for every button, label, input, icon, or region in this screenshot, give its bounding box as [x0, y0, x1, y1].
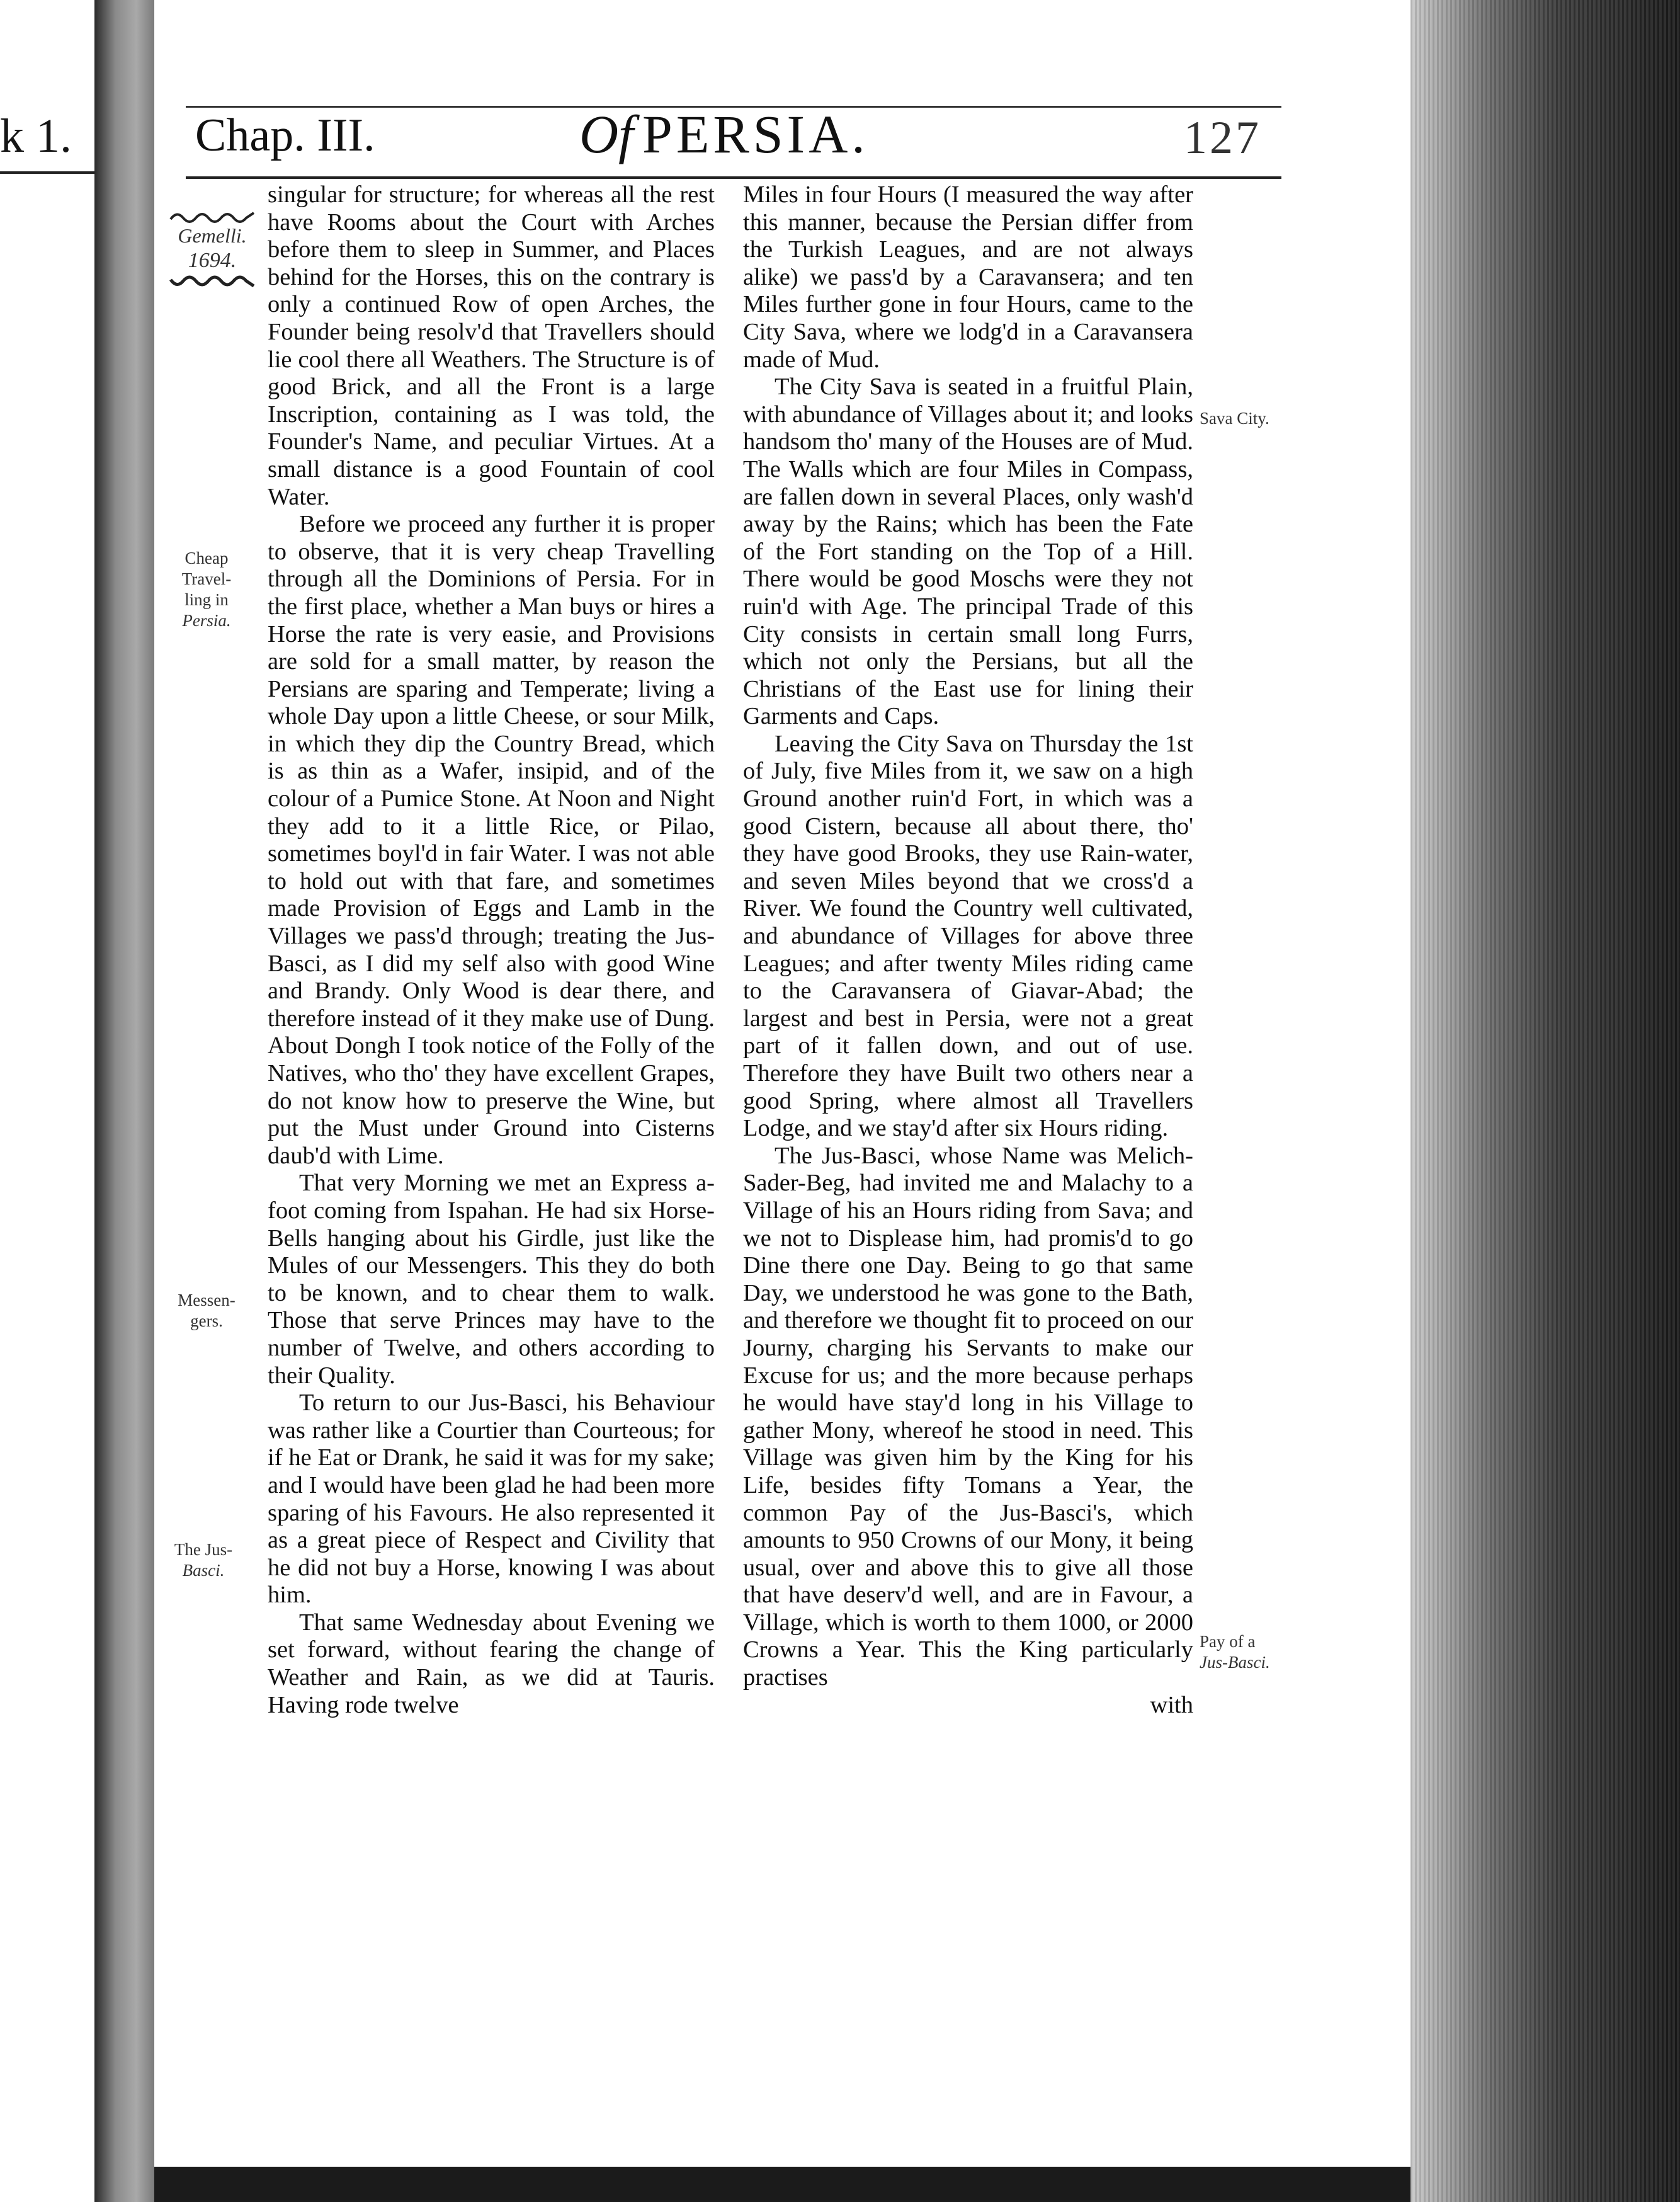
title-main: PERSIA.	[642, 104, 869, 164]
book-gutter-shadow	[94, 0, 154, 2202]
margin-note-line: gers.	[190, 1311, 223, 1330]
flourish-ornament-top	[168, 209, 256, 223]
paragraph: singular for structure; for whereas all the rest have Rooms about the Court with Arches before them to sleep in Summer, and Places behind for the Horses, this on the contrary is only a continued Row of open Arches, the Founder being resolv'd that Travellers should lie cool there all Weathers. The Structure is of good Brick, and all the Front is a large Inscription, containing as I was told, the Founder's Name, and peculiar Virtues. At a small distance is a good Fountain of cool Water.	[268, 181, 715, 510]
paragraph: The City Sava is seated in a fruitful Plain, with abundance of Villages about it; and looks handsom tho' many of the Houses are of Mud. The Walls which are four Miles in Compass, are fallen down in several Places, only wash'd away by the Rains; which has been the Fate of the Fort standing on the Top of a Hill. There would be good Moschs were they not ruin'd with Age. The principal Trade of this City consists in certain small long Furrs, which not only the Persians, but all the Christians of the East use for lining their Garments and Caps.	[743, 374, 1193, 730]
previous-page-rule	[0, 171, 94, 174]
previous-page-edge	[0, 0, 94, 2202]
margin-note-line: Jus-Basci.	[1200, 1653, 1270, 1672]
margin-note-gemelli-year: 1694.	[188, 249, 237, 272]
paragraph: Before we proceed any further it is proper to observe, that it is very cheap Travelling through all the Dominions of Persia. For in the first place, whether a Man buys or hires a Horse the rate is very easie, and Provisions are sold for a small matter, by reason the Persians are sparing and Temperate; living a whole Day upon a little Cheese, or sour Milk, in which they dip the Country Bread, which is as thin as a Wafer, insipid, and of the colour of a Pumice Stone. At Noon and Night they add to it a little Rice, or Pilao, sometimes boyl'd in fair Water. I was not able to hold out with that fare, and sometimes made Provision of Eggs and Lamb in the Villages we pass'd through; treating the Jus-Basci, as I did my self also with good Wine and Brandy. Only Wood is dear there, and therefore instead of it they make use of Dung. About Dongh I took notice of the Folly of the Natives, who tho' they have excellent Grapes, do not know how to preserve the Wine, but put the Must under Ground into Cisterns daub'd with Lime.	[268, 511, 715, 1169]
chapter-heading: Chap. III.	[195, 110, 375, 161]
flourish-ornament-bottom	[168, 273, 256, 290]
margin-note-line: The Jus-	[174, 1540, 233, 1559]
margin-note-line: Cheap	[184, 549, 229, 568]
margin-note-messengers	[169, 1290, 244, 1332]
right-text-column	[743, 181, 1193, 1719]
margin-note-jus-basci	[162, 1539, 244, 1581]
header-rule-bottom	[186, 176, 1281, 179]
paragraph: That very Morning we met an Express a-foot coming from Ispahan. He had six Horse-Bells hanging about his Girdle, just like the Mules of our Messengers. This they do both to be known, and to chear them to walk. Those that serve Princes may have to the number of Twelve, and others according to their Quality.	[268, 1170, 715, 1389]
margin-note-line: ling in	[184, 590, 229, 609]
paragraph: To return to our Jus-Basci, his Behaviour was rather like a Courtier than Courteous; for if he Eat or Drank, he said it was for my sake; and I would have been glad he had been more sparing of his Favours. He also represented it as a great piece of Respect and Civility that he did not buy a Horse, knowing I was about him.	[268, 1389, 715, 1609]
margin-note-line: Basci.	[182, 1561, 225, 1580]
title-of: Of	[579, 104, 633, 164]
previous-page-header-fragment: k 1.	[0, 110, 72, 163]
page-title	[579, 104, 869, 164]
paragraph: That same Wednesday about Evening we set forward, without fearing the change of Weather and Rain, as we did at Tauris. Having rode twelve	[268, 1609, 715, 1718]
margin-note-cheap-travelling	[169, 548, 244, 631]
scan-bottom-border	[154, 2167, 1410, 2202]
margin-note-line: Travel-	[181, 569, 232, 588]
page-number: 127	[1184, 112, 1261, 164]
paragraph: Miles in four Hours (I measured the way after this manner, because the Persian differ from the Turkish Leagues, and are not always alike) we pass'd by a Caravansera; and ten Miles further gone in four Hours, came to the City Sava, where we lodg'd in a Caravansera made of Mud.	[743, 181, 1193, 373]
margin-note-line: Messen-	[178, 1291, 236, 1309]
paragraph: Leaving the City Sava on Thursday the 1st of July, five Miles from it, we saw on a high Ground another ruin'd Fort, in which was a good Cistern, because all about there, tho' they have good Brooks, they use Rain-water, and seven Miles beyond that we cross'd a River. We found the Country well cultivated, and abundance of Villages for above three Leagues; and after twenty Miles riding came to the Caravansera of Giavar-Abad; the largest and best in Persia, were not a great part of it fallen down, and out of use. Therefore they have Built two others near a good Spring, where almost all Travellers Lodge, and we stay'd after six Hours riding.	[743, 730, 1193, 1142]
margin-note-sava-city: Sava City.	[1200, 409, 1269, 428]
left-text-column	[268, 181, 715, 1719]
margin-note-line: Pay of a	[1200, 1632, 1256, 1651]
margin-note-gemelli	[165, 209, 259, 290]
paragraph: The Jus-Basci, whose Name was Melich-Sader-Beg, had invited me and Malachy to a Village of his an Hours riding from Sava; and we not to Displease him, had promis'd to go Dine there one Day. Being to go that same Day, we understood he was gone to the Bath, and therefore we thought fit to proceed on our Journy, charging his Servants to make our Excuse for us; and the more because perhaps he would have stay'd long in his Village to gather Mony, whereof he stood in need. This Village was given him by the King for his Life, besides fifty Tomans a Year, the common Pay of the Jus-Basci's, which amounts to 950 Crowns of our Mony, it being usual, over and above this to give all those that have deserv'd well, and are in Favour, a Village, which is worth to them 1000, or 2000 Crowns a Year. This the King particularly practises	[743, 1142, 1193, 1691]
margin-note-pay-of-jus-basci	[1200, 1631, 1313, 1673]
page-stack-edge	[1410, 0, 1680, 2202]
margin-note-line: Persia.	[182, 611, 231, 630]
catchword: with	[1150, 1691, 1193, 1718]
margin-note-gemelli-name: Gemelli.	[178, 224, 247, 247]
